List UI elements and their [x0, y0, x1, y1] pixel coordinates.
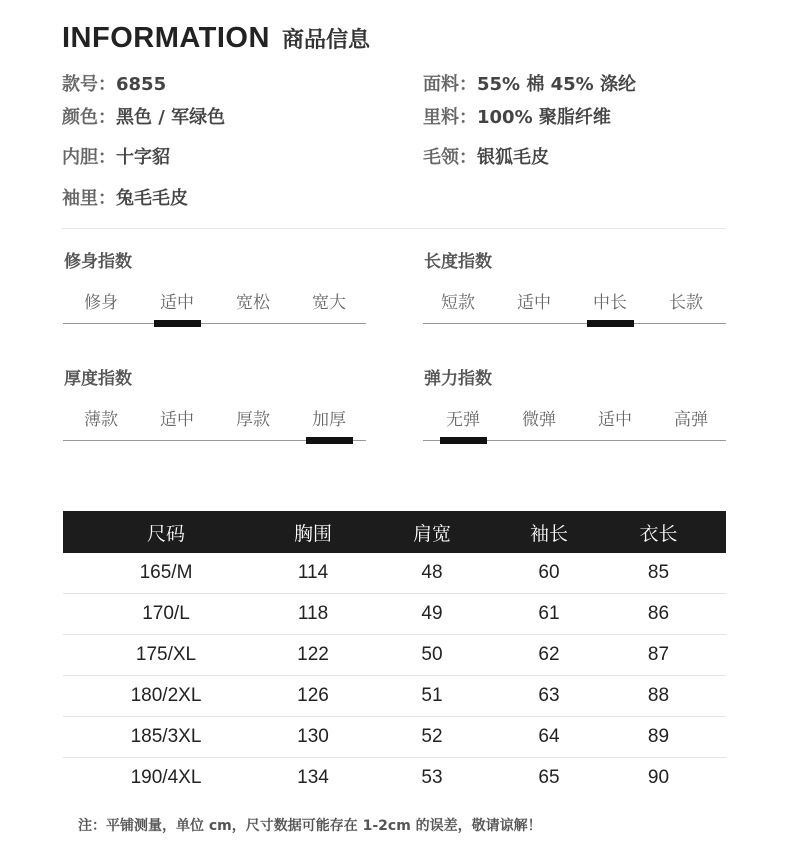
elasticity-option: 高弹	[674, 410, 708, 430]
table-row	[63, 594, 726, 635]
thickness-option: 薄款	[84, 410, 118, 430]
table-cell: 48	[421, 562, 443, 583]
table-cell: 88	[647, 685, 670, 706]
elasticity-index-title: 弹力指数	[424, 369, 492, 389]
info-label: 袖里：	[62, 188, 116, 209]
table-cell: 62	[538, 644, 560, 665]
fit-option: 宽大	[312, 293, 346, 313]
table-row	[63, 758, 726, 798]
info-label: 里料：	[423, 107, 477, 128]
thickness-option: 加厚	[312, 410, 346, 430]
length-option: 长款	[669, 293, 703, 313]
fit-index-marker	[154, 320, 201, 327]
table-cell: 130	[297, 726, 329, 747]
table-cell: 165/M	[139, 562, 193, 583]
information-header	[62, 22, 370, 55]
table-cell: 89	[647, 726, 670, 747]
thickness-index-title: 厚度指数	[64, 369, 132, 389]
page-title: INFORMATION	[62, 22, 270, 54]
column-header: 胸围	[293, 522, 332, 545]
thickness-option: 适中	[160, 410, 194, 430]
column-header: 尺码	[146, 522, 185, 545]
length-index-marker	[587, 320, 634, 327]
info-collar	[423, 143, 549, 169]
elasticity-option: 适中	[598, 410, 632, 430]
elasticity-option: 无弹	[446, 410, 480, 430]
column-header: 肩宽	[412, 522, 451, 545]
length-index-title: 长度指数	[424, 252, 492, 272]
info-inner-fabric	[423, 103, 611, 129]
table-cell: 65	[538, 767, 560, 788]
length-option: 适中	[517, 293, 551, 313]
table-cell: 85	[647, 562, 670, 583]
fit-index-title: 修身指数	[64, 252, 132, 272]
info-sleeve-lining	[62, 184, 188, 210]
info-fabric	[423, 70, 636, 96]
table-cell: 118	[297, 603, 329, 624]
table-cell: 90	[647, 767, 670, 788]
fit-index-options	[63, 288, 367, 313]
table-cell: 50	[421, 644, 443, 665]
info-label: 面料：	[423, 74, 477, 95]
page-title-cn: 商品信息	[281, 28, 370, 53]
fit-option: 宽松	[236, 293, 270, 313]
table-row	[63, 553, 726, 594]
size-table	[63, 511, 726, 798]
info-value: 6855	[116, 74, 167, 95]
table-cell: 185/3XL	[130, 726, 202, 747]
table-cell: 87	[647, 644, 670, 665]
fit-option: 修身	[84, 293, 118, 313]
table-cell: 64	[538, 726, 560, 747]
table-cell: 53	[421, 767, 443, 788]
table-cell: 180/2XL	[130, 685, 202, 706]
info-color	[62, 103, 225, 129]
table-cell: 122	[297, 644, 329, 665]
table-cell: 61	[538, 603, 560, 624]
table-row	[63, 717, 726, 758]
fit-index-scale	[63, 323, 366, 324]
elasticity-option: 微弹	[522, 410, 556, 430]
info-label: 颜色：	[62, 107, 116, 128]
table-header	[63, 511, 726, 553]
table-cell: 190/4XL	[130, 767, 202, 788]
table-cell: 52	[421, 726, 443, 747]
measurement-note: 注：平铺测量，单位 cm，尺寸数据可能存在 1-2cm 的误差，敬请谅解！	[78, 818, 542, 834]
table-cell: 114	[297, 562, 329, 583]
info-value: 55% 棉 45% 涤纶	[477, 74, 636, 95]
table-cell: 170/L	[142, 603, 190, 624]
table-row	[63, 635, 726, 676]
table-row	[63, 676, 726, 717]
info-value: 兔毛毛皮	[116, 188, 188, 209]
table-cell: 175/XL	[135, 644, 197, 665]
length-option: 中长	[593, 293, 627, 313]
info-label: 毛领：	[423, 147, 477, 168]
info-label: 内胆：	[62, 147, 116, 168]
table-cell: 126	[297, 685, 329, 706]
table-cell: 63	[538, 685, 560, 706]
length-option: 短款	[441, 293, 475, 313]
table-cell: 60	[538, 562, 560, 583]
column-header: 衣长	[639, 522, 678, 545]
info-lining	[62, 143, 170, 169]
elasticity-index-marker	[440, 437, 487, 444]
table-cell: 86	[647, 603, 670, 624]
thickness-option: 厚款	[236, 410, 270, 430]
info-value: 十字貂	[116, 147, 170, 168]
length-index-scale	[423, 323, 726, 324]
thickness-index-options	[63, 405, 367, 430]
info-value: 黑色 / 军绿色	[116, 107, 226, 128]
fit-option: 适中	[160, 293, 194, 313]
info-value: 银狐毛皮	[477, 147, 549, 168]
info-label: 款号：	[62, 74, 116, 95]
table-cell: 51	[421, 685, 443, 706]
thickness-index-marker	[306, 437, 353, 444]
divider	[62, 228, 726, 229]
info-value: 100% 聚脂纤维	[477, 107, 611, 128]
table-cell: 49	[421, 603, 443, 624]
length-index-options	[420, 288, 724, 313]
info-style-no	[62, 70, 166, 96]
column-header: 袖长	[529, 522, 568, 545]
elasticity-index-options	[425, 405, 729, 430]
table-cell: 134	[297, 767, 329, 788]
